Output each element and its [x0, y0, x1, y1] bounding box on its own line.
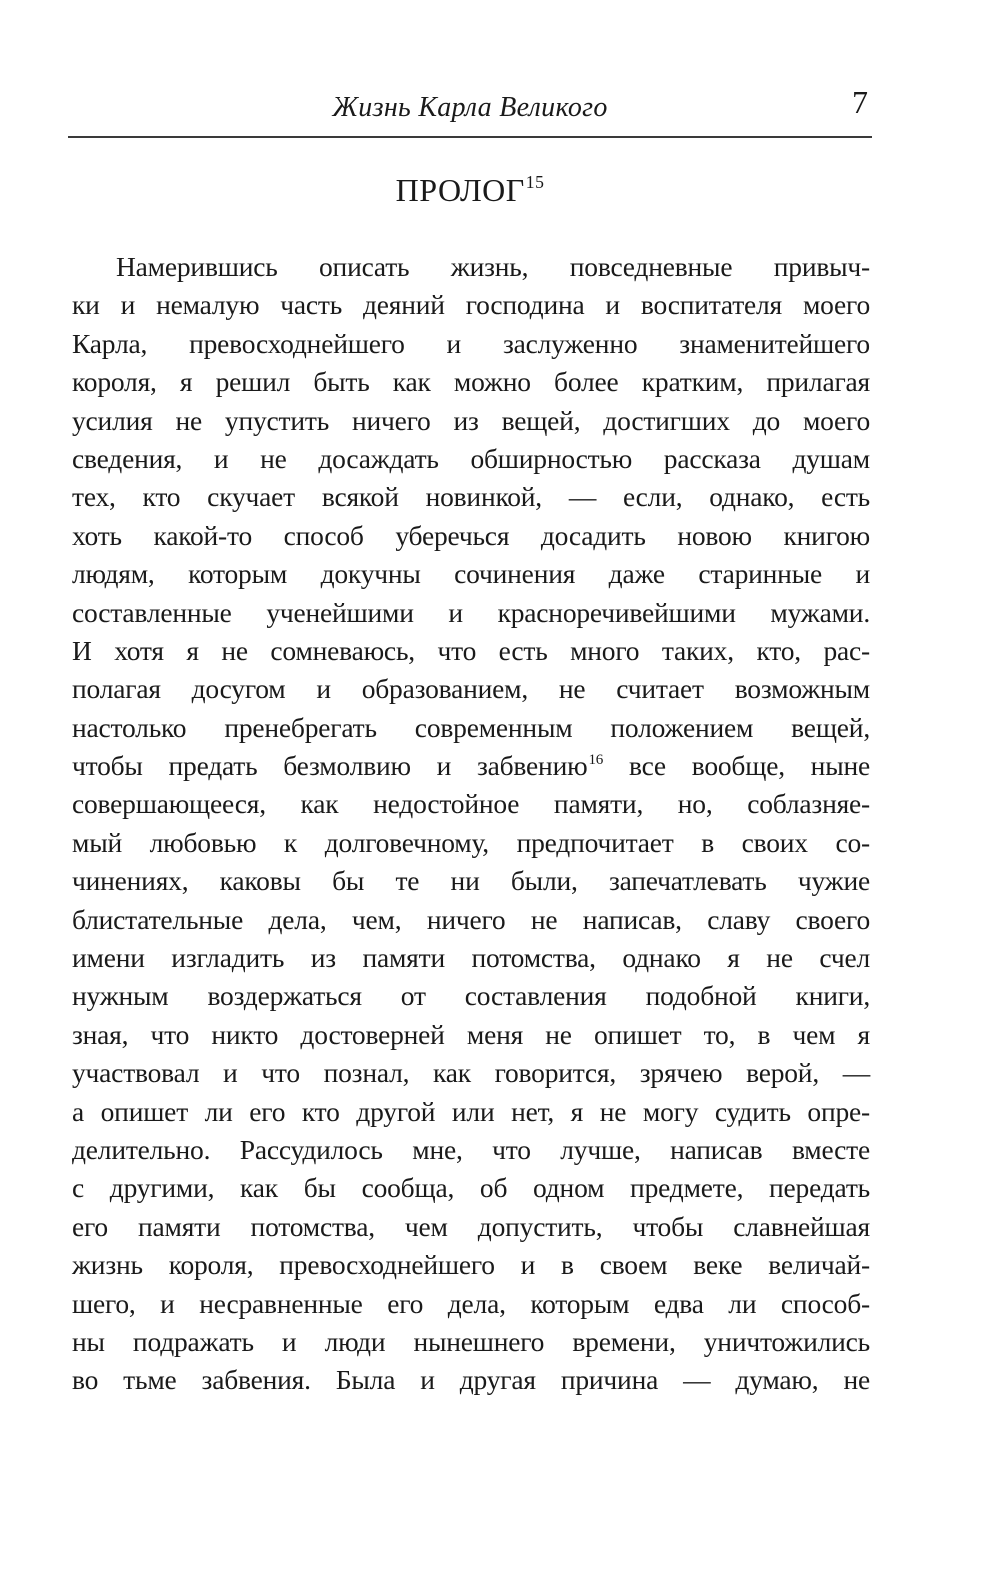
body-line-8: хоть какой-то способ уберечься досадить новою книгою: [72, 519, 870, 551]
body-line-28: шего, и несравненные его дела, которым едва ли способ-: [72, 1287, 870, 1319]
body-line-3: Карла, превосходнейшего и заслуженно знаменитейшего: [72, 327, 870, 359]
body-line-11: И хотя я не сомневаюсь, что есть много таких, кто, рас-: [72, 634, 870, 666]
body-line-13: настолько пренебрегать современным положением вещей,: [72, 711, 870, 743]
body-line-2: ки и немалую часть деяний господина и воспитателя моего: [72, 289, 870, 321]
body-line-1: Намерившись описать жизнь, повседневные привыч-: [116, 251, 870, 282]
page-number: 7: [852, 84, 868, 120]
body-line-10: составленные ученейшими и красноречивейшими мужами.: [72, 596, 870, 628]
body-line-22: участвовал и что познал, как говорится, зрячею верой, —: [72, 1057, 870, 1089]
body-line-23: а опишет ли его кто другой или нет, я не могу судить опре-: [72, 1095, 870, 1127]
body-line-24: делительно. Рассудилось мне, что лучше, написав вместе: [72, 1133, 870, 1165]
body-line-17: чинениях, каковы бы те ни были, запечатлевать чужие: [72, 865, 870, 897]
body-line-5: усилия не упустить ничего из вещей, достигших до моего: [72, 404, 870, 436]
running-head-title: Жизнь Карла Великого: [332, 92, 608, 123]
chapter-title-text: ПРОЛОГ: [395, 172, 525, 208]
chapter-title: [70, 168, 870, 212]
body-line-27: жизнь короля, превосходнейшего и в своем веке величай-: [72, 1249, 870, 1281]
body-line-30: во тьме забвения. Была и другая причина — думаю, не: [72, 1364, 870, 1396]
header-rule-divider: [68, 136, 872, 138]
body-line-4: короля, я решил быть как можно более кратким, прилагая: [72, 366, 870, 398]
body-line-14-text: чтобы предать безмолвию и забвению: [72, 750, 588, 782]
body-line-29: ны подражать и люди нынешнего времени, уничтожились: [72, 1325, 870, 1357]
footnote-ref-16: 16: [588, 751, 604, 768]
body-line-18: блистательные дела, чем, ничего не написав, славу своего: [72, 903, 870, 935]
body-line-6: сведения, и не досаждать обширностью рассказа душам: [72, 442, 870, 474]
running-head: [70, 86, 870, 130]
body-line-21: зная, что никто достоверней меня не опишет то, в чем я: [72, 1018, 870, 1050]
body-line-16: мый любовью к долговечному, предпочитает в своих со-: [72, 826, 870, 858]
body-line-14: [72, 747, 870, 785]
body-line-26: его памяти потомства, чем допустить, чтобы славнейшая: [72, 1210, 870, 1242]
body-line-14-continuation: все вообще, ныне: [603, 750, 870, 782]
body-line-15: совершающееся, как недостойное памяти, но, соблазняе-: [72, 788, 870, 820]
body-line-9: людям, которым докучны сочинения даже старинные и: [72, 558, 870, 590]
body-line-20: нужным воздержаться от составления подобной книги,: [72, 980, 870, 1012]
footnote-ref-15: 15: [525, 171, 545, 192]
body-text: [72, 248, 870, 1400]
body-line-12: полагая досугом и образованием, не считает возможным: [72, 673, 870, 705]
body-line-7: тех, кто скучает всякой новинкой, — если, однако, есть: [72, 481, 870, 513]
body-line-25: с другими, как бы сообща, об одном предмете, передать: [72, 1172, 870, 1204]
body-line-19: имени изгладить из памяти потомства, однако я не счел: [72, 942, 870, 974]
